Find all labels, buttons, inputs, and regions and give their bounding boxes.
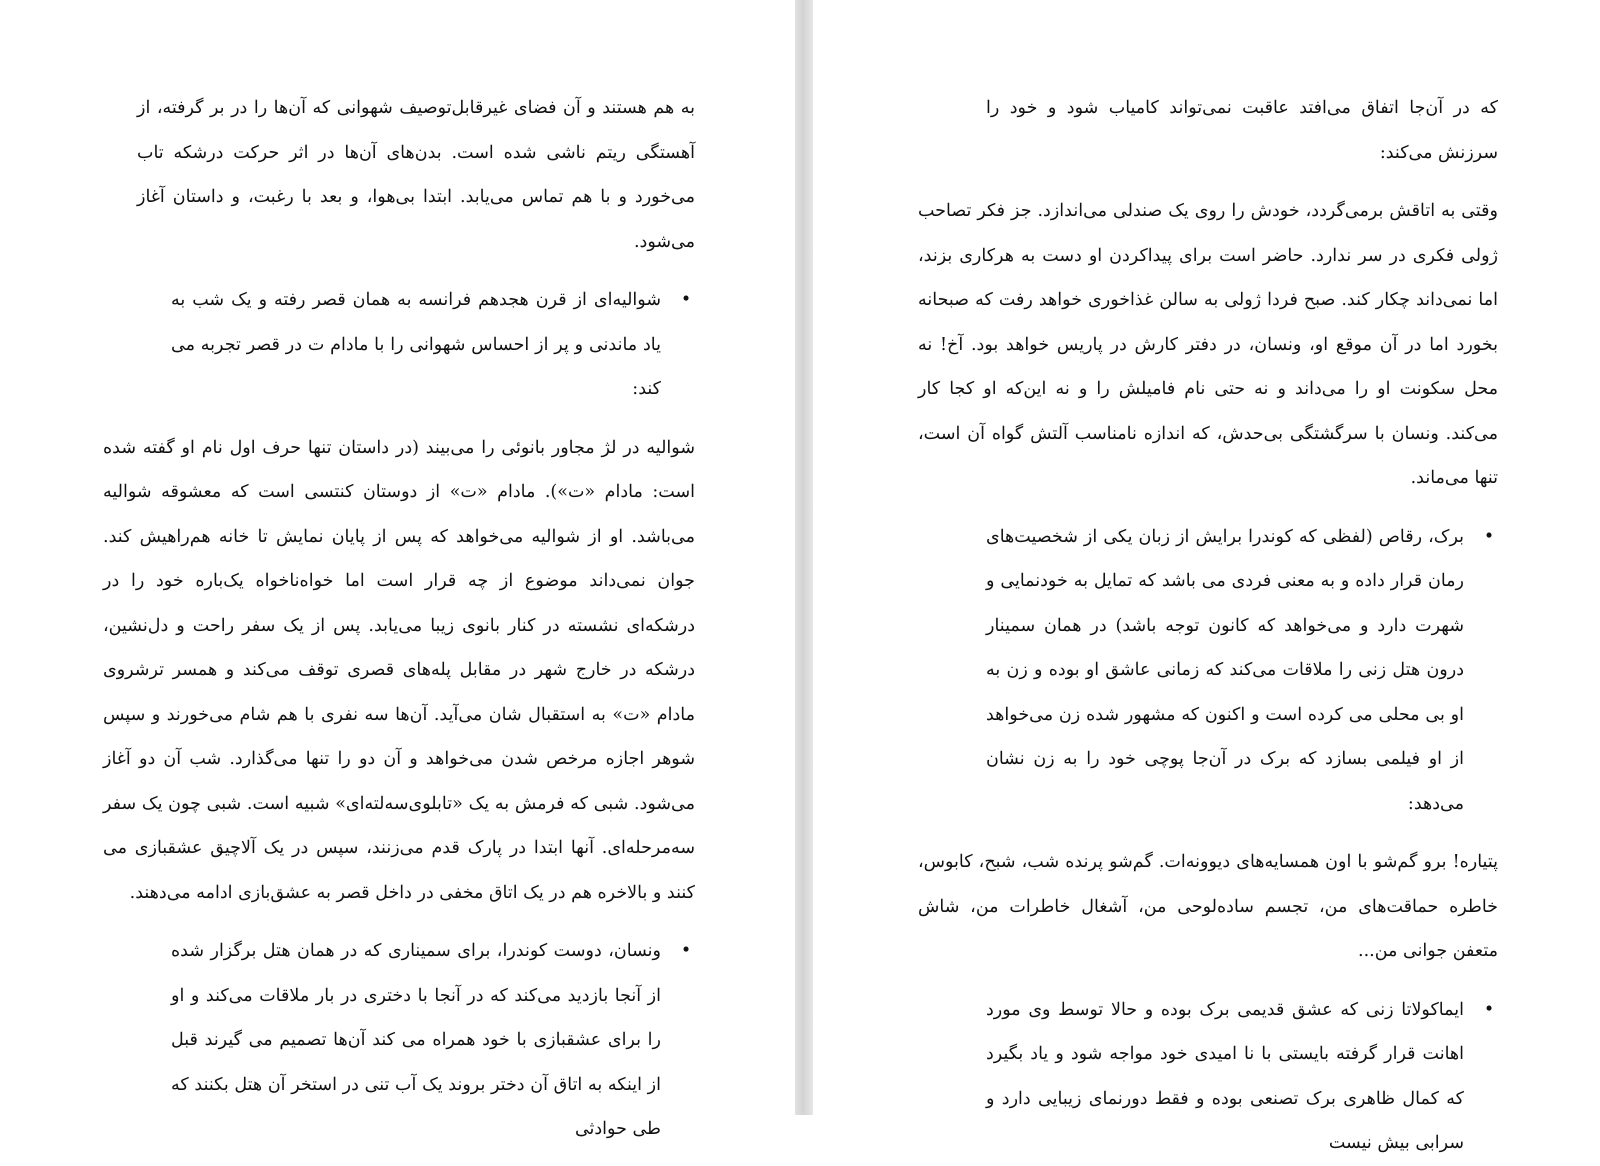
right-paragraph-3: پتیاره! برو گم‌شو با اون همسایه‌های دیوونه‌ات. گم‌شو پرنده شب، شبح، کابوس، خاطره حماقت‌های من، تجسم ساده‌لوحی من، آشغال خاطرات من، شاش متعفن جوانی من... [918,852,1498,961]
left-bullet-text-2: ونسان، دوست کوندرا، برای سمیناری که در همان هتل برگزار شده از آنجا بازدید می‌کند که در آنجا با دختری در بار ملاقات می‌کند و او را برای عشقبازی با خود همراه می کند آن‌ها تصمیم می گیرند قبل از اینکه به اتاق آن دختر بروند یک آب تنی در استخر آن هتل بکنند که طی حوادثی [171,941,661,1139]
right-bullet-text-2: ایماکولاتا زنی که عشق قدیمی برک بوده و حالا توسط وی مورد اهانت قرار گرفته بایستی با نا امیدی خود مواجه شود و یاد بگیرد که کمال ظاهری برک تصنعی بوده و فقط دورنمای زیبایی دارد و سرابی بیش نیست [986,999,1464,1153]
right-text-column [918,86,1498,1166]
bullet-icon: • [1483,526,1495,547]
bullet-icon: • [1483,999,1495,1020]
left-paragraph-1: به هم هستند و آن فضای غیرقابل‌توصیف شهوانی که آن‌ها را در بر گرفته، از آهستگی ریتم ناشی شده است. بدن‌های آن‌ها در اثر حرکت درشکه تاب می‌خورد و با هم تماس می‌یابد. ابتدا بی‌هوا، و بعد با رغبت، و داستان آغاز می‌شود. [137,98,695,252]
left-page [0,0,795,1139]
left-bullet-text-1: شوالیه‌ای از قرن هجدهم فرانسه به همان قصر رفته و یک شب به یاد ماندنی و پر از احساس شهوانی را با مادام ت در قصر تجربه می کند: [171,290,661,399]
left-text-column [103,86,695,1152]
bullet-icon: • [680,290,692,310]
right-bullet-item-1 [986,515,1498,827]
left-paragraph-2: شوالیه در لژ مجاور بانوئی را می‌بیند (در داستان تنها حرف اول نام او گفته شده است: مادام «ت»). مادام «ت» از دوستان کنتسی است که معشوقه شوالیه می‌باشد. او از شوالیه می‌خواهد که پس از پایان نمایش تا خانه هم‌راهیش کند. جوان نمی‌داند موضوع از چه قرار است اما خواه‌ناخواه یک‌باره خود را در درشکه‌ای نشسته در کنار بانوی زیبا می‌یابد. پس از یک سفر راحت و دل‌نشین، درشکه در خارج شهر در مقابل پله‌های قصری توقف می‌کند و همسر ترشروی مادام «ت» به استقبال شان می‌آید. آن‌ها سه نفری با هم شام می‌خورند و سپس شوهر اجازه مرخص شدن می‌خواهد و آن دو را تنها می‌گذارد. شب آن دو آغاز می‌شود. شبی که فرمش به یک «تابلوی‌سه‌لته‌ای» شبیه است. شبی چون یک سفر سه‌مرحله‌ای. آنها ابتدا در پارک قدم می‌زنند، سپس در یک آلاچیق عشقبازی می کنند و بالاخره هم در یک اتاق مخفی در داخل قصر به عشق‌بازی ادامه می‌دهند. [103,437,695,903]
right-bullet-item-2 [986,988,1498,1166]
page-gutter [795,0,813,1115]
right-paragraph-1: که در آن‌جا اتفاق می‌افتد عاقبت نمی‌تواند کامیاب شود و خود را سرزنش می‌کند: [986,98,1498,163]
bullet-icon: • [680,941,692,961]
right-page [813,0,1600,1153]
right-paragraph-2: وقتی به اتاقش برمی‌گردد، خودش را روی یک صندلی می‌اندازد. جز فکر تصاحب ژولی فکری در سر ندارد. حاضر است برای پیداکردن او دست به هرکاری بزند، اما نمی‌داند چکار کند. صبح فردا ژولی به سالن غذاخوری خواهد رفت که صبحانه بخورد اما در آن موقع او، ونسان، در دفتر کارش در پاریس خواهد بود. آخ! نه محل سکونت او را می‌داند و نه حتی نام فامیلش را و نه این‌که او کجا کار می‌کند. ونسان با سرگشتگی بی‌حدش، که اندازه نامناسب آلتش گواه آن است، تنها می‌ماند. [918,201,1498,488]
left-bullet-item-1 [171,278,695,412]
left-bullet-item-2 [171,929,695,1152]
right-bullet-text-1: برک، رقاص (لفظی که کوندرا برایش از زبان یکی از شخصیت‌های رمان قرار داده و به معنی فردی می باشد که تمایل به خودنمایی و شهرت دارد و می‌خواهد که کانون توجه باشد) در همان سمینار درون هتل زنی را ملاقات می‌کند که زمانی عاشق او بوده و زن به او بی محلی می کرده است و اکنون که مشهور شده زن می‌خواهد از او فیلمی بسازد که برک در آن‌جا پوچی خود را به زن نشان می‌دهد: [986,526,1464,814]
